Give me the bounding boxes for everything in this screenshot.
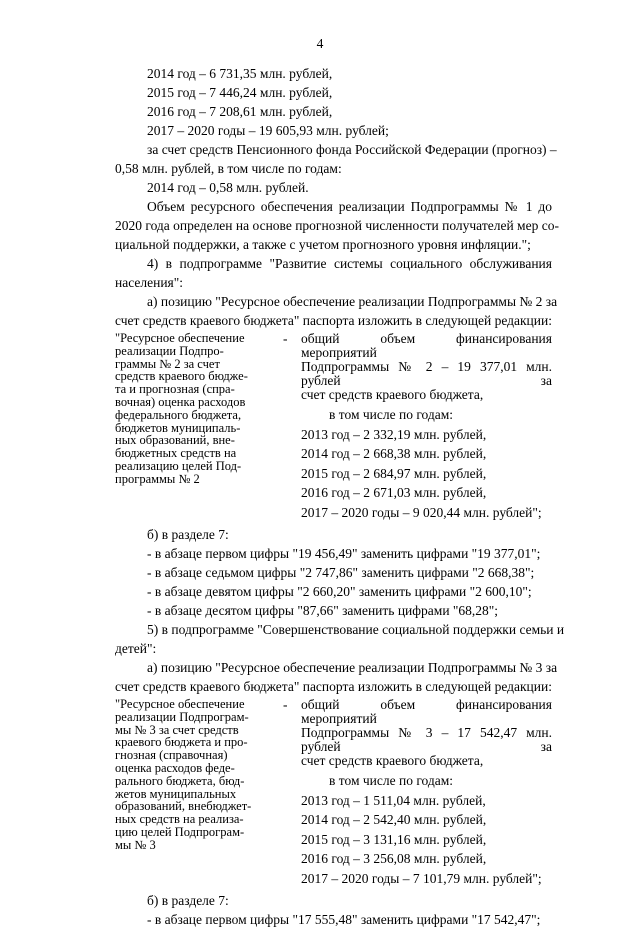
volume-paragraph-line: циальной поддержки, а также с учетом прогнозного уровня инфляции."; bbox=[115, 237, 531, 252]
item-5a-line: счет средств краевого бюджета" паспорта изложить в следующей редакции: bbox=[115, 679, 552, 694]
item-4a-line: а) позицию "Ресурсное обеспечение реализации Подпрограммы № 2 за bbox=[147, 294, 558, 309]
year-line: 2015 год – 3 131,16 млн. рублей, bbox=[301, 831, 487, 847]
year-line: 2013 год – 1 511,04 млн. рублей, bbox=[301, 792, 486, 808]
year-line: 2013 год – 2 332,19 млн. рублей, bbox=[301, 426, 487, 442]
item-5-line: детей": bbox=[115, 641, 157, 656]
item-4-line: 4) в подпрограмме "Развитие системы социального обслуживания bbox=[147, 256, 552, 271]
item-4-line: населения": bbox=[115, 275, 184, 290]
pension-year-line: 2014 год – 0,58 млн. рублей. bbox=[147, 180, 309, 195]
year-line: 2015 год – 2 684,97 млн. рублей, bbox=[301, 465, 487, 481]
passport-dash: - bbox=[283, 331, 288, 346]
subprogram-3-passport-value: общий объем финансирования мероприятий Подпрограммы № 3 – 17 542,47 млн. рублей за счет средств краевого бюджета, в том числе по годам: 2013 год – 1 511,04 млн. рублей, 2014 год – 2 542,40 млн. рублей, 2015 год – 3 131,16 млн. рублей, 2016 год – 3 256,08 млн. рублей, 2017 – 2020 годы – 7 101,79 млн. рублей"; bbox=[301, 698, 552, 888]
year-line: 2014 год – 2 668,38 млн. рублей, bbox=[301, 446, 487, 461]
year-line: 2016 год – 3 256,08 млн. рублей, bbox=[301, 851, 487, 866]
item-5b-line: - в абзаце первом цифры "17 555,48" заменить цифрами "17 542,47"; bbox=[147, 912, 541, 927]
item-4a-line: счет средств краевого бюджета" паспорта изложить в следующей редакции: bbox=[115, 313, 552, 328]
volume-paragraph-line: Объем ресурсного обеспечения реализации Подпрограммы № 1 до bbox=[147, 199, 552, 214]
pension-fund-line: 0,58 млн. рублей, в том числе по годам: bbox=[115, 161, 342, 176]
funding-line: 2016 год – 7 208,61 млн. рублей, bbox=[147, 104, 333, 119]
item-4b-line: - в абзаце десятом цифры "87,66" заменить цифрами "68,28"; bbox=[147, 603, 499, 618]
funding-line: 2014 год – 6 731,35 млн. рублей, bbox=[147, 66, 333, 81]
pension-fund-line: за счет средств Пенсионного фонда Российской Федерации (прогноз) – bbox=[147, 142, 557, 157]
year-line: 2017 – 2020 годы – 7 101,79 млн. рублей"; bbox=[301, 870, 542, 886]
document-body bbox=[115, 64, 565, 929]
subprogram-2-passport-block bbox=[115, 332, 552, 522]
page-number: 4 bbox=[316, 36, 324, 51]
item-5a-line: а) позицию "Ресурсное обеспечение реализации Подпрограммы № 3 за bbox=[147, 660, 558, 675]
volume-paragraph-line: 2020 года определен на основе прогнозной численности получателей мер со- bbox=[115, 218, 559, 233]
subprogram-3-passport-label: "Ресурсное обеспечение реализации Подпрограм- мы № 3 за счет средств краевого бюджета и про- гнозная (справочная) оценка расходов феде- рального бюджета, бюд- жетов муниципальных образований, внебюджет- ных средств на реализа- цию целей Подпрограм- мы № 3 bbox=[115, 697, 252, 852]
item-4b-line: - в абзаце седьмом цифры "2 747,86" заменить цифрами "2 668,38"; bbox=[147, 565, 535, 580]
subprogram-2-passport-value: общий объем финансирования мероприятий Подпрограммы № 2 – 19 377,01 млн. рублей за счет средств краевого бюджета, в том числе по годам: 2013 год – 2 332,19 млн. рублей, 2014 год – 2 668,38 млн. рублей, 2015 год – 2 684,97 млн. рублей, 2016 год – 2 671,03 млн. рублей, 2017 – 2020 годы – 9 020,44 млн. рублей"; bbox=[301, 332, 552, 522]
year-line: 2014 год – 2 542,40 млн. рублей, bbox=[301, 812, 487, 827]
funding-line: 2015 год – 7 446,24 млн. рублей, bbox=[147, 85, 333, 100]
year-line: 2016 год – 2 671,03 млн. рублей, bbox=[301, 485, 487, 500]
item-5b-line: б) в разделе 7: bbox=[147, 893, 229, 908]
item-5-line: 5) в подпрограмме "Совершенствование социальной поддержки семьи и bbox=[147, 622, 565, 637]
funding-line: 2017 – 2020 годы – 19 605,93 млн. рублей; bbox=[147, 123, 389, 138]
item-4b-line: б) в разделе 7: bbox=[147, 527, 229, 542]
passport-dash: - bbox=[283, 697, 288, 712]
subprogram-3-passport-block bbox=[115, 698, 552, 888]
subprogram-2-passport-label: "Ресурсное обеспечение реализации Подпро- граммы № 2 за счет средств краевого бюдже- та и прогнозная (спра- вочная) оценка расходов федерального бюджета, бюджетов муниципаль- ных образований, вне- бюджетных средств на реализацию целей Под- программы № 2 bbox=[115, 331, 248, 486]
item-4b-line: - в абзаце первом цифры "19 456,49" заменить цифрами "19 377,01"; bbox=[147, 546, 541, 561]
item-4b-line: - в абзаце девятом цифры "2 660,20" заменить цифрами "2 600,10"; bbox=[147, 584, 532, 599]
year-line: 2017 – 2020 годы – 9 020,44 млн. рублей"; bbox=[301, 504, 542, 520]
